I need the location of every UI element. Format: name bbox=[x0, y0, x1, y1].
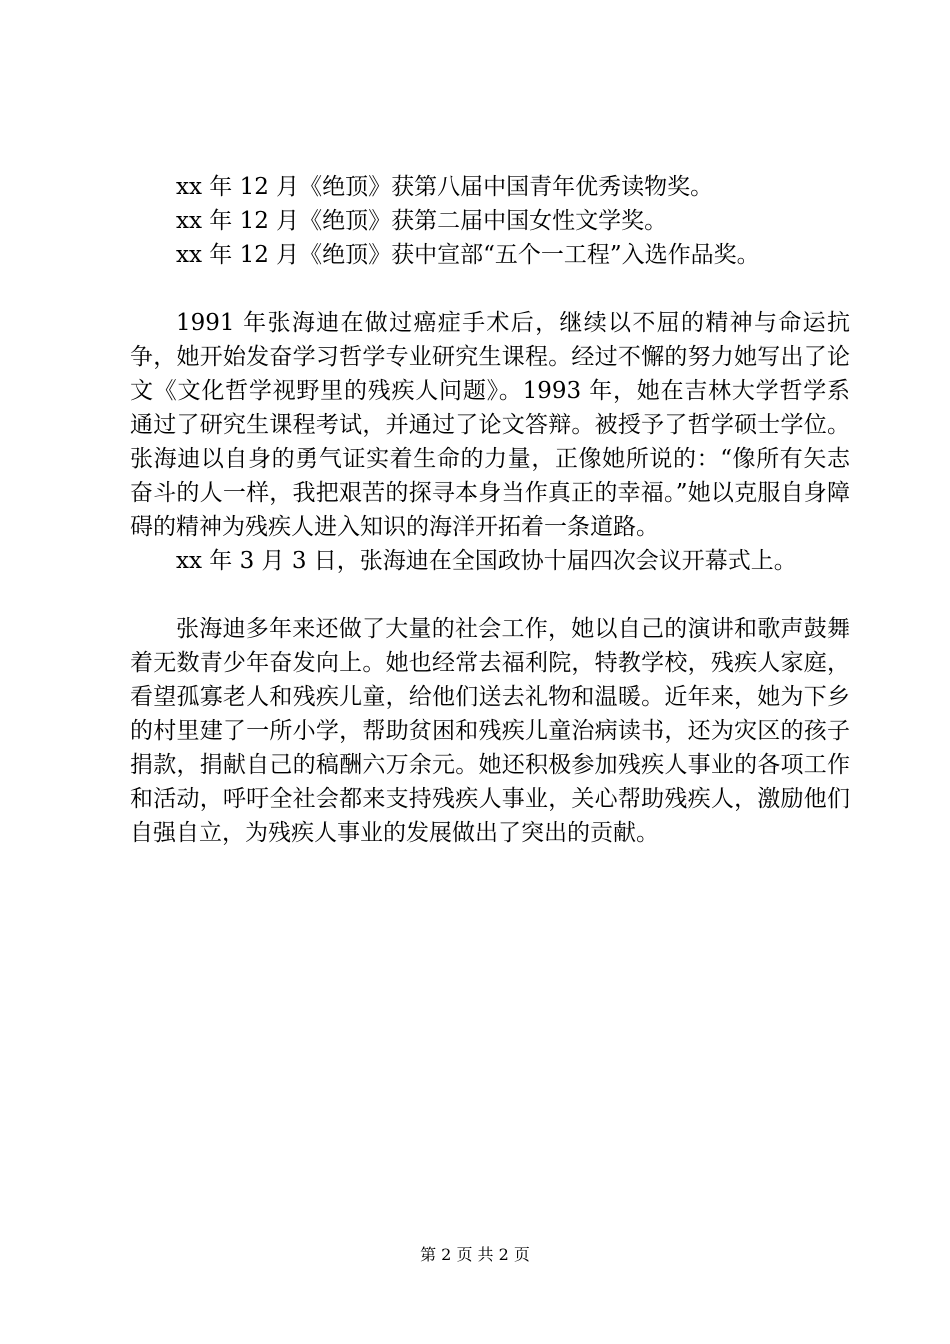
date-line: xx 年 3 月 3 日，张海迪在全国政协十届四次会议开幕式上。 bbox=[176, 548, 797, 574]
award-line: xx 年 12 月《绝顶》获中宣部“五个一工程”入选作品奖。 bbox=[176, 242, 760, 268]
document-body bbox=[130, 170, 850, 850]
body-paragraph: 1991 年张海迪在做过癌症手术后，继续以不屈的精神与命运抗争，她开始发奋学习哲学专业研究生课程。经过不懈的努力她写出了论文《文化哲学视野里的残疾人问题》。1993 年，她在吉林大学哲学系通过了研究生课程考试，并通过了论文答辩。被授予了哲学硕士学位。张海迪以自身的勇气证实着生命的力量，正像她所说的：“像所有矢志奋斗的人一样，我把艰苦的探寻本身当作真正的幸福。”她以克服自身障碍的精神为残疾人进入知识的海洋开拓着一条道路。 bbox=[130, 310, 850, 540]
paragraph-gap bbox=[130, 272, 850, 306]
paragraph-gap bbox=[130, 578, 850, 612]
award-line: xx 年 12 月《绝顶》获第二届中国女性文学奖。 bbox=[176, 208, 668, 234]
award-line: xx 年 12 月《绝顶》获第八届中国青年优秀读物奖。 bbox=[176, 174, 714, 200]
page-footer: 第 2 页 共 2 页 bbox=[420, 1245, 530, 1264]
body-paragraph: 张海迪多年来还做了大量的社会工作，她以自己的演讲和歌声鼓舞着无数青少年奋发向上。她也经常去福利院，特教学校，残疾人家庭，看望孤寡老人和残疾儿童，给他们送去礼物和温暖。近年来，她为下乡的村里建了一所小学，帮助贫困和残疾儿童治病读书，还为灾区的孩子捐款，捐献自己的稿酬六万余元。她还积极参加残疾人事业的各项工作和活动，呼吁全社会都来支持残疾人事业，关心帮助残疾人，激励他们自强自立，为残疾人事业的发展做出了突出的贡献。 bbox=[130, 616, 850, 846]
